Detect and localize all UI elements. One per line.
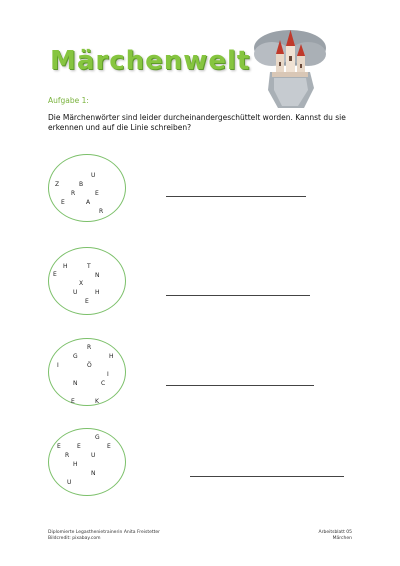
letter-circle-2	[48, 247, 126, 315]
puzzle-letter: U	[91, 452, 96, 459]
puzzle-letter: E	[57, 443, 61, 450]
puzzle-letter: E	[85, 298, 89, 305]
puzzle-letter: U	[67, 479, 72, 486]
puzzle-letter: I	[107, 371, 109, 378]
puzzle-letter: A	[86, 199, 91, 206]
puzzle-letter: R	[65, 452, 70, 459]
image-credit: Bildcredit: pixabay.com	[48, 536, 101, 541]
castle-illustration	[252, 28, 328, 110]
puzzle-letter: T	[87, 263, 91, 270]
puzzle-letter: H	[73, 461, 78, 468]
puzzle-letter: R	[71, 190, 76, 197]
answer-line-3[interactable]	[166, 385, 314, 386]
puzzle-letter: I	[57, 362, 59, 369]
author-credit: Diplomierte Legasthenietrainerin Anita Freistetter	[48, 530, 161, 535]
puzzle-letter: E	[95, 190, 99, 197]
puzzle-letter: E	[107, 443, 111, 450]
worksheet-number: Arbeitsblatt 05	[318, 530, 352, 535]
puzzle-letter: E	[77, 443, 81, 450]
task-label: Aufgabe 1:	[48, 96, 89, 105]
puzzle-letter: U	[91, 172, 96, 179]
footer-right	[319, 530, 352, 542]
puzzle-letter: E	[53, 271, 57, 278]
page-title: Märchenwelt	[50, 46, 251, 76]
puzzle-letter: B	[79, 181, 84, 188]
worksheet-topic: Märchen	[332, 536, 352, 541]
puzzle-letter: N	[95, 272, 100, 279]
puzzle-letter: K	[95, 398, 99, 405]
puzzle-letter: G	[73, 353, 78, 360]
answer-line-2[interactable]	[166, 295, 310, 296]
puzzle-letter: Ö	[87, 362, 92, 369]
puzzle-letter: N	[73, 380, 78, 387]
letter-circle-3	[48, 338, 126, 406]
puzzle-letter: U	[73, 289, 78, 296]
letter-circle-4	[48, 428, 126, 496]
letter-circle-1	[48, 154, 126, 222]
puzzle-letter: G	[95, 434, 100, 441]
footer-left	[48, 530, 160, 542]
puzzle-letter: X	[79, 280, 84, 287]
instruction-text: Die Märchenwörter sind leider durcheinandergeschüttelt worden. Kannst du sie erkennen und auf die Linie schreiben?	[48, 113, 346, 132]
answer-line-1[interactable]	[166, 196, 306, 197]
puzzle-letter: H	[95, 289, 100, 296]
puzzle-letter: E	[61, 199, 65, 206]
puzzle-letter: N	[91, 470, 96, 477]
puzzle-letter: H	[109, 353, 114, 360]
answer-line-4[interactable]	[190, 476, 344, 477]
puzzle-letter: R	[99, 208, 104, 215]
puzzle-letter: Z	[55, 181, 60, 188]
puzzle-letter: H	[63, 263, 68, 270]
puzzle-letter: R	[87, 344, 92, 351]
puzzle-letter: C	[101, 380, 106, 387]
puzzle-letter: E	[71, 398, 75, 405]
